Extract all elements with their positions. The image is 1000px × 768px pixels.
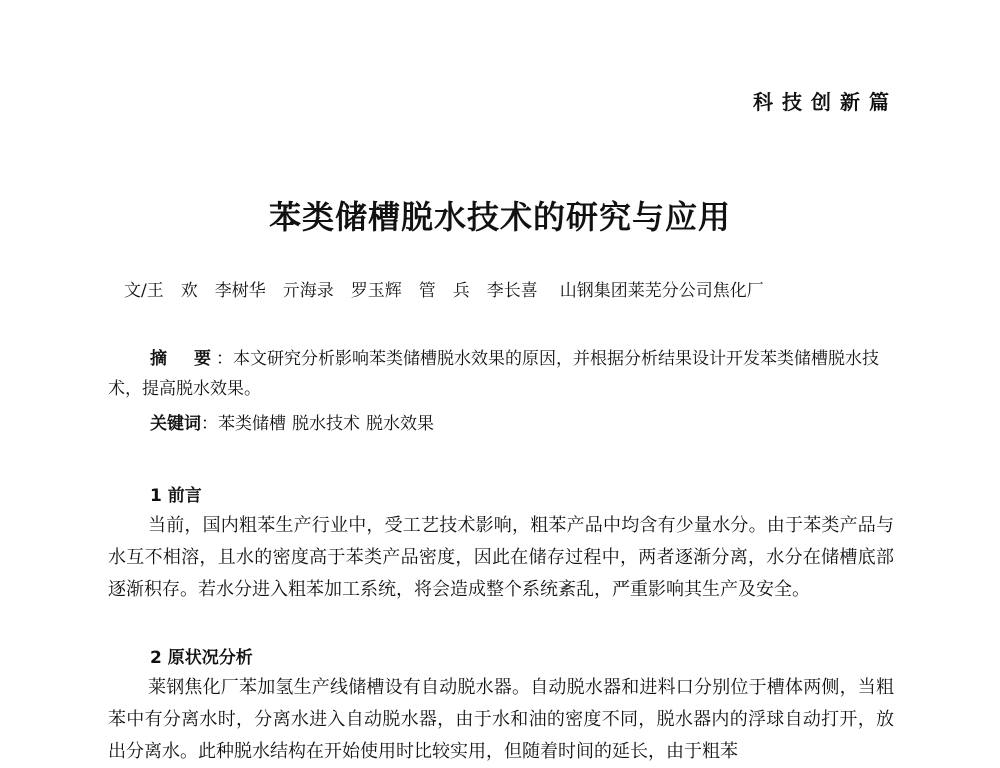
keyword: 苯类储槽 [218,414,286,434]
keywords-separator: ： [201,414,218,434]
author-name: 罗玉辉 [350,281,402,301]
keyword: 脱水技术 [292,414,360,434]
section-tag: 科技创新篇 [753,90,898,114]
affiliation: 山钢集团莱芜分公司焦化厂 [559,281,764,301]
keyword: 脱水效果 [366,414,434,434]
keywords-label: 关键词 [150,414,201,434]
author-name: 李树华 [214,281,266,301]
abstract-label: 摘 要 [150,349,216,369]
author-line [124,276,764,301]
author-name: 亓海录 [282,281,334,301]
section-heading-introduction: 1 前言 [150,486,202,506]
section-paragraph-analysis: 莱钢焦化厂苯加氢生产线储槽设有自动脱水器。自动脱水器和进料口分别位于槽体两侧，当粗苯中有分离水时，分离水进入自动脱水器，由于水和油的密度不同，脱水器内的浮球自动打开，放出分离水。此种脱水结构在开始使用时比较实用，但随着时间的延长，由于粗苯 [108,677,894,762]
section-paragraph-introduction: 当前，国内粗苯生产行业中，受工艺技术影响，粗苯产品中均含有少量水分。由于苯类产品与水互不相溶，且水的密度高于苯类产品密度，因此在储存过程中，两者逐渐分离，水分在储槽底部逐渐积存。若水分进入粗苯加工系统，将会造成整个系统紊乱，严重影响其生产及安全。 [108,515,894,600]
author-name: 李长喜 [486,281,538,301]
author-name: 管 兵 [418,281,470,301]
keywords [150,409,440,434]
abstract-text: ：本文研究分析影响苯类储槽脱水效果的原因，并根据分析结果设计开发苯类储槽脱水技术，提高脱水效果。 [108,349,879,399]
author-name: 王 欢 [146,281,198,301]
article-title: 苯类储槽脱水技术的研究与应用 [268,198,731,236]
abstract [108,344,894,404]
section-heading-analysis: 2 原状况分析 [150,648,253,668]
authors-prefix: 文/ [124,281,147,301]
